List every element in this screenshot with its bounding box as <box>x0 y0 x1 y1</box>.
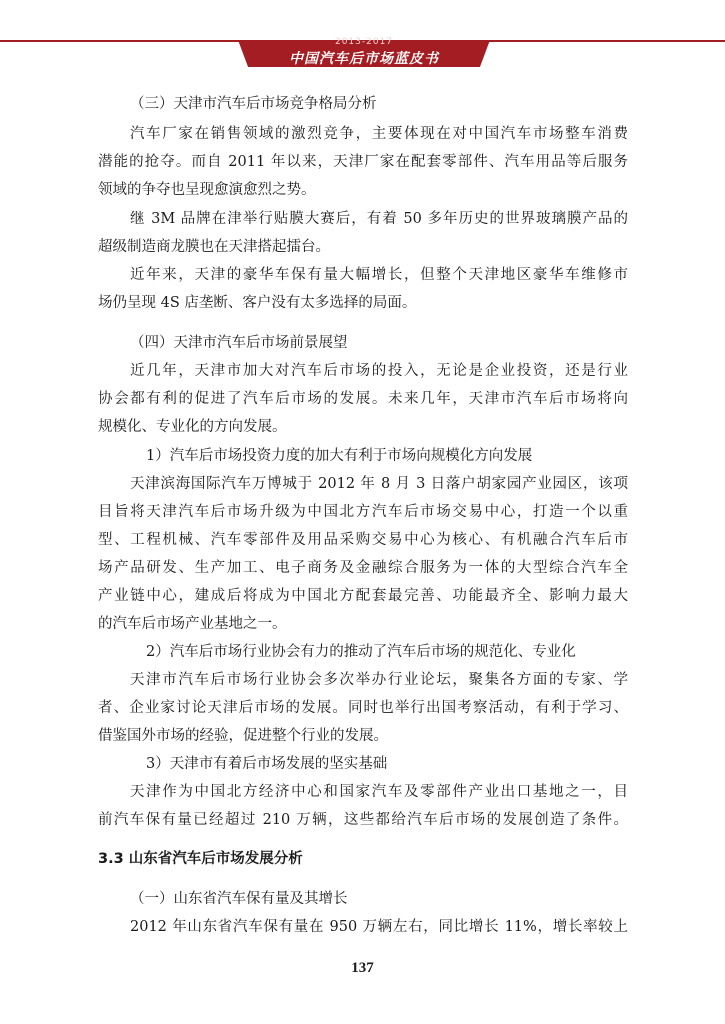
text-line: 借鉴国外市场的经验，促进整个行业的发展。 <box>98 728 388 744</box>
text-line: 超级制造商龙膜也在天津搭起擂台。 <box>98 239 330 255</box>
text-line: 目旨将天津汽车后市场升级为中国北方汽车后市场交易中心，打造一个以重 <box>98 504 628 520</box>
section-heading: 3.3 山东省汽车后市场发展分析 <box>98 851 303 867</box>
text-line: 1）汽车后市场投资力度的加大有利于市场向规模化方向发展 <box>146 448 533 464</box>
text-line: 近年来，天津的豪华车保有量大幅增长，但整个天津地区豪华车维修市 <box>130 267 628 283</box>
text-line: （三）天津市汽车后市场竞争格局分析 <box>130 96 377 112</box>
text-line: 2）汽车后市场行业协会有力的推动了汽车后市场的规范化、专业化 <box>146 644 576 660</box>
text-line: 天津滨海国际汽车万博城于 2012 年 8 月 3 日落户胡家园产业园区，该项 <box>130 476 628 492</box>
text-line: 的汽车后市场产业基地之一。 <box>98 616 287 632</box>
text-line: （四）天津市汽车后市场前景展望 <box>130 335 348 351</box>
text-line: 产业链中心，建成后将成为中国北方配套最完善、功能最齐全、影响力最大 <box>98 588 628 604</box>
text-line: 者、企业家讨论天津后市场的发展。同时也举行出国考察活动，有利于学习、 <box>98 700 628 716</box>
text-line: 领域的争夺也呈现愈演愈烈之势。 <box>98 182 316 198</box>
header-years: 2013-2017 <box>334 37 394 47</box>
page-header <box>0 0 725 75</box>
text-line: 规模化、专业化的方向发展。 <box>98 419 287 435</box>
header-series-title: 中国汽车后市场蓝皮书 <box>289 51 439 67</box>
text-line: 场产品研发、生产加工、电子商务及金融综合服务为一体的大型综合汽车全 <box>98 560 628 576</box>
text-line: 前汽车保有量已经超过 210 万辆，这些都给汽车后市场的发展创造了条件。 <box>98 812 628 828</box>
text-line: 2012 年山东省汽车保有量在 950 万辆左右，同比增长 11%，增长率较上 <box>130 919 628 935</box>
text-line: 近几年，天津市加大对汽车后市场的投入，无论是企业投资，还是行业 <box>130 363 628 379</box>
text-line: 场仍呈现 4S 店垄断、客户没有太多选择的局面。 <box>98 295 417 311</box>
text-line: 潜能的抢夺。而自 2011 年以来，天津厂家在配套零部件、汽车用品等后服务 <box>98 154 628 170</box>
page-number: 137 <box>351 960 374 976</box>
text-line: 3）天津市有着后市场发展的坚实基础 <box>146 756 388 772</box>
text-line: 天津市汽车后市场行业协会多次举办行业论坛，聚集各方面的专家、学 <box>130 672 628 688</box>
text-line: 协会都有利的促进了汽车后市场的发展。未来几年，天津市汽车后市场将向 <box>98 391 628 407</box>
text-line: 型、工程机械、汽车零部件及用品采购交易中心为核心、有机融合汽车后市 <box>98 532 628 548</box>
text-line: 汽车厂家在销售领域的激烈竞争，主要体现在对中国汽车市场整车消费 <box>130 126 628 142</box>
text-line: 继 3M 品牌在津举行贴膜大赛后，有着 50 多年历史的世界玻璃膜产品的 <box>130 211 628 227</box>
text-line: （一）山东省汽车保有量及其增长 <box>130 891 348 907</box>
text-line: 天津作为中国北方经济中心和国家汽车及零部件产业出口基地之一，目 <box>130 784 628 800</box>
